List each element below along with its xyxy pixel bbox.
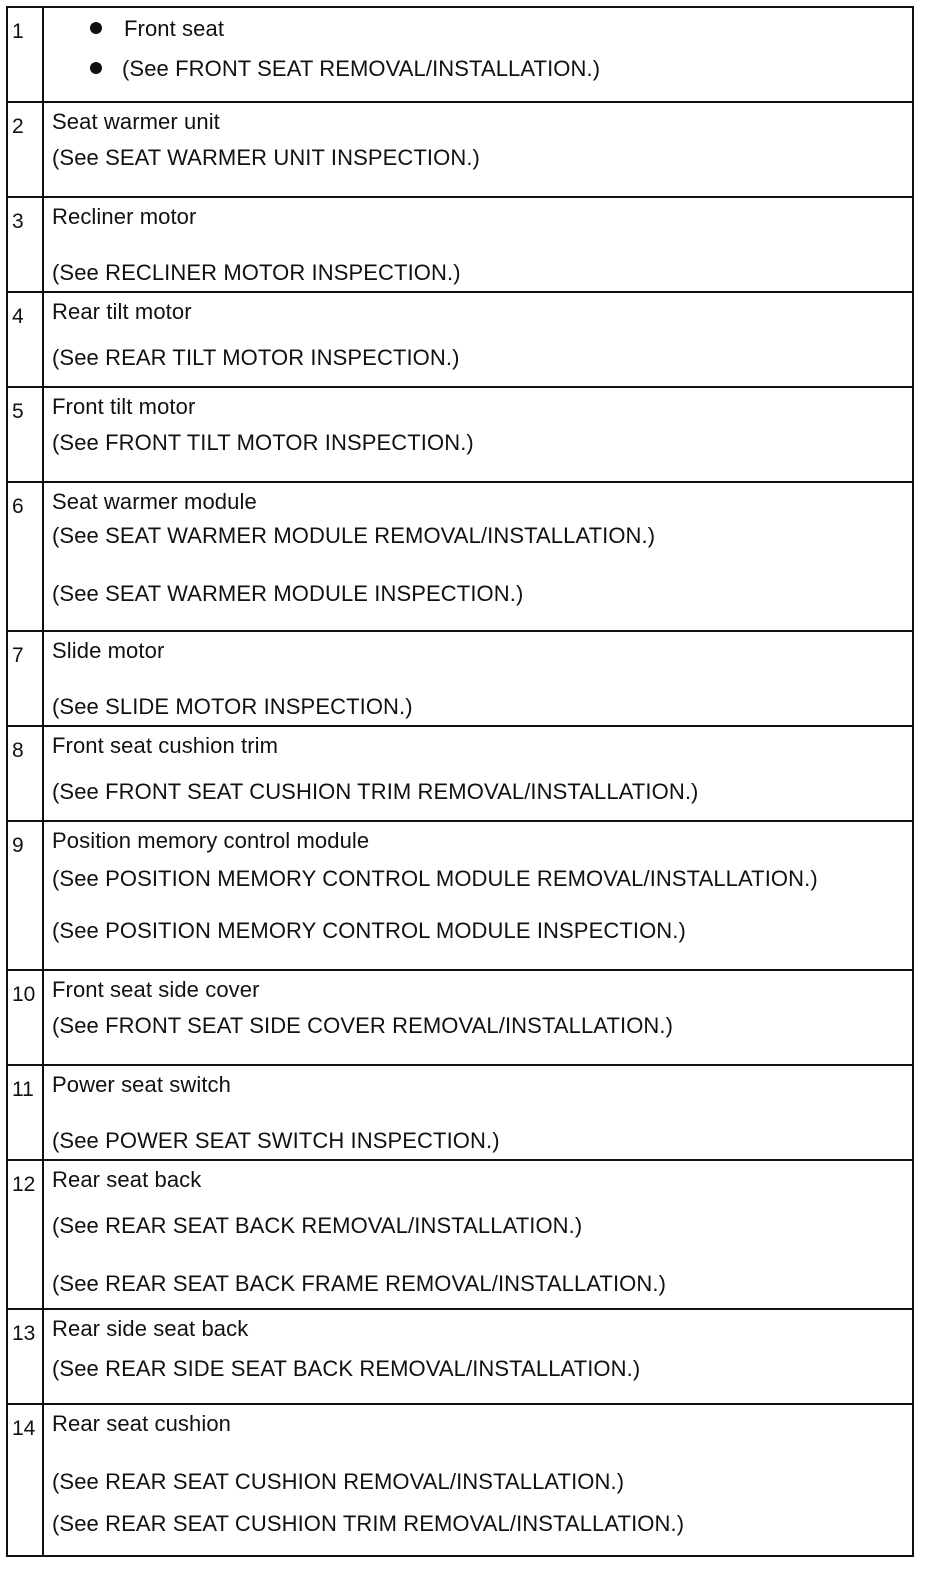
reference-note: (See REAR SEAT CUSHION REMOVAL/INSTALLATION.) <box>52 1469 625 1494</box>
item-name: Power seat switch <box>52 1072 231 1097</box>
reference-note: (See SEAT WARMER MODULE INSPECTION.) <box>52 581 524 606</box>
table-row <box>8 1405 912 1555</box>
item-name: Rear seat cushion <box>52 1411 232 1436</box>
row-description <box>44 1405 912 1555</box>
table-row <box>8 1161 912 1310</box>
reference-note <box>90 56 600 82</box>
bullet-icon <box>90 62 102 74</box>
reference-note: (See REAR SEAT BACK FRAME REMOVAL/INSTALLATION.) <box>52 1271 667 1296</box>
bullet-text: (See FRONT SEAT REMOVAL/INSTALLATION.) <box>122 56 601 81</box>
row-number: 2 <box>8 103 44 196</box>
item-name: Front tilt motor <box>52 394 196 419</box>
item-name: Front seat side cover <box>52 977 260 1002</box>
row-number: 13 <box>8 1310 44 1403</box>
row-number: 9 <box>8 822 44 969</box>
item-name: Recliner motor <box>52 204 197 229</box>
table-row <box>8 971 912 1066</box>
row-description <box>44 483 912 630</box>
row-number: 14 <box>8 1405 44 1555</box>
table-row <box>8 8 912 103</box>
reference-note: (See SLIDE MOTOR INSPECTION.) <box>52 694 413 719</box>
bullet-icon <box>90 22 102 34</box>
row-number: 11 <box>8 1066 44 1159</box>
row-description <box>44 8 912 101</box>
reference-note: (See POWER SEAT SWITCH INSPECTION.) <box>52 1128 500 1153</box>
table-row <box>8 103 912 198</box>
item-name: Rear seat back <box>52 1167 202 1192</box>
reference-note: (See FRONT SEAT SIDE COVER REMOVAL/INSTALLATION.) <box>52 1013 674 1038</box>
row-number: 8 <box>8 727 44 820</box>
row-number: 4 <box>8 293 44 386</box>
item-name: Rear tilt motor <box>52 299 192 324</box>
item-name: Position memory control module <box>52 828 370 853</box>
row-description <box>44 1161 912 1308</box>
row-description <box>44 103 912 196</box>
item-name: Seat warmer module <box>52 489 257 514</box>
item-name: Seat warmer unit <box>52 109 220 134</box>
table-row <box>8 198 912 293</box>
row-description <box>44 971 912 1064</box>
table-row <box>8 293 912 388</box>
row-number: 12 <box>8 1161 44 1308</box>
component-table <box>6 6 914 1557</box>
row-description <box>44 388 912 481</box>
item-name: Slide motor <box>52 638 165 663</box>
reference-note: (See REAR SEAT CUSHION TRIM REMOVAL/INSTALLATION.) <box>52 1511 685 1536</box>
row-number: 7 <box>8 632 44 725</box>
row-number: 6 <box>8 483 44 630</box>
table-row <box>8 1310 912 1405</box>
row-number: 1 <box>8 8 44 101</box>
item-name <box>90 16 224 42</box>
reference-note: (See POSITION MEMORY CONTROL MODULE REMOVAL/INSTALLATION.) <box>52 866 818 891</box>
row-description <box>44 198 912 291</box>
reference-note: (See REAR SIDE SEAT BACK REMOVAL/INSTALLATION.) <box>52 1356 641 1381</box>
row-description <box>44 1310 912 1403</box>
row-description <box>44 293 912 386</box>
table-row <box>8 822 912 971</box>
reference-note: (See RECLINER MOTOR INSPECTION.) <box>52 260 461 285</box>
reference-note: (See POSITION MEMORY CONTROL MODULE INSPECTION.) <box>52 918 686 943</box>
reference-note: (See FRONT TILT MOTOR INSPECTION.) <box>52 430 474 455</box>
reference-note: (See REAR TILT MOTOR INSPECTION.) <box>52 345 460 370</box>
item-name: Front seat cushion trim <box>52 733 279 758</box>
reference-note: (See FRONT SEAT CUSHION TRIM REMOVAL/INSTALLATION.) <box>52 779 699 804</box>
row-description <box>44 1066 912 1159</box>
row-number: 3 <box>8 198 44 291</box>
table-row <box>8 388 912 483</box>
row-description <box>44 632 912 725</box>
row-number: 10 <box>8 971 44 1064</box>
reference-note: (See SEAT WARMER UNIT INSPECTION.) <box>52 145 480 170</box>
table-row <box>8 1066 912 1161</box>
reference-note: (See SEAT WARMER MODULE REMOVAL/INSTALLATION.) <box>52 523 656 548</box>
row-number: 5 <box>8 388 44 481</box>
row-description <box>44 822 912 969</box>
row-description <box>44 727 912 820</box>
item-name: Rear side seat back <box>52 1316 249 1341</box>
bullet-text: Front seat <box>124 16 225 41</box>
table-row <box>8 483 912 632</box>
table-row <box>8 632 912 727</box>
reference-note: (See REAR SEAT BACK REMOVAL/INSTALLATION.) <box>52 1213 583 1238</box>
table-row <box>8 727 912 822</box>
